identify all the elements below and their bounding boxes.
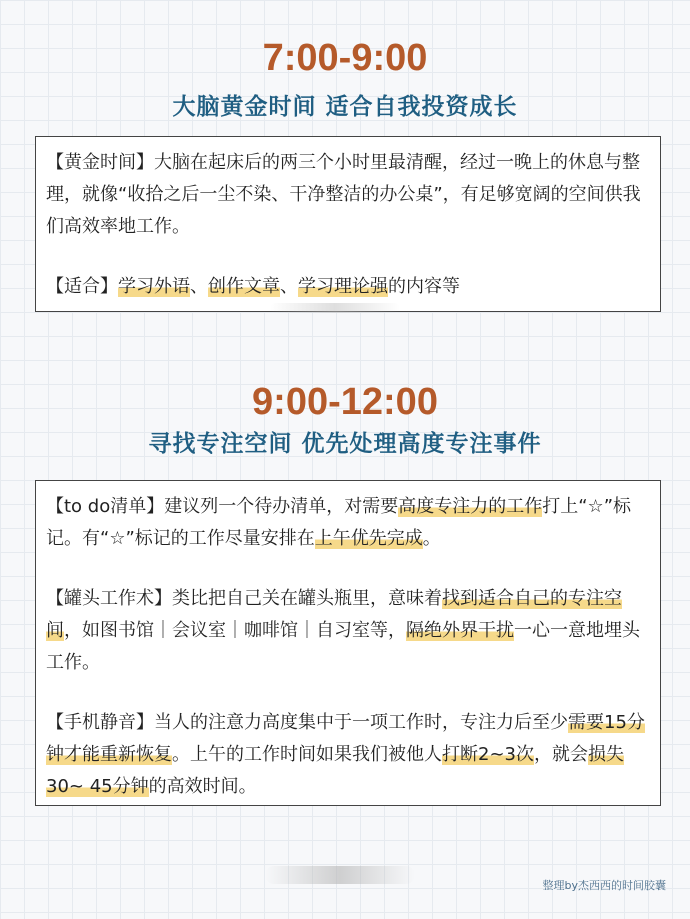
can-text-1: 【罐头工作术】类比把自己关在罐头瓶里，意味着 — [46, 588, 442, 609]
mute-text-4: 的高效时间。 — [148, 776, 257, 797]
blurred-watermark — [265, 866, 415, 884]
watermark-credit: 整理by杰西西的时间胶囊 — [542, 879, 666, 892]
can-text-3: 一心一意地埋头工作。 — [46, 620, 640, 673]
mute-text-3: ，就会 — [534, 744, 588, 765]
highlight-theory: 学习理论强 — [298, 276, 388, 297]
highlight-isolate: 隔绝外界干扰 — [406, 620, 514, 641]
highlight-morning-first: 上午优先完成 — [314, 528, 423, 549]
label-suitable: 【适合】 — [46, 276, 118, 297]
highlight-focus-work: 高度专注力的工作 — [398, 496, 543, 517]
mute-text-1: 【手机静音】当人的注意力高度集中于一项工作时，专注力后至少 — [46, 712, 568, 733]
highlight-foreign-language: 学习外语 — [118, 276, 190, 297]
highlight-focus-space: 找到适合自己的专注空间 — [46, 588, 622, 641]
todo-text-1: 【to do清单】建议列一个待办清单，对需要 — [46, 496, 399, 517]
todo-text-3: 。 — [422, 528, 441, 549]
can-text-2: ，如图书馆｜会议室｜咖啡馆｜自习室等， — [64, 620, 406, 641]
time-heading-1: 7:00-9:00 — [262, 37, 428, 79]
sep: 、 — [280, 276, 298, 297]
content-box-2 — [35, 480, 661, 806]
content-box-1 — [35, 136, 661, 312]
highlight-interrupt: 打断2~3次 — [442, 744, 534, 765]
subtitle-2: 寻找专注空间 优先处理高度专注事件 — [148, 431, 542, 457]
paragraph-suitable — [46, 271, 650, 303]
paragraph-golden-time — [46, 147, 650, 243]
paragraph-can — [46, 583, 650, 679]
suitable-tail: 的内容等 — [388, 276, 460, 297]
time-heading-2: 9:00-12:00 — [252, 381, 438, 423]
todo-text-2: 打上“☆”标记。有“☆”标记的工作尽量安排在 — [46, 496, 632, 549]
golden-time-text: 【黄金时间】大脑在起床后的两三个小时里最清醒，经过一晚上的休息与整理，就像“收拾之后一尘不染、干净整洁的办公桌”，有足够宽阔的空间供我们高效率地工作。 — [46, 152, 641, 237]
paragraph-todo — [46, 491, 650, 555]
highlight-lose-time: 损失30~ 45分钟 — [46, 744, 624, 797]
blurred-mark — [270, 303, 400, 313]
subtitle-1: 大脑黄金时间 适合自我投资成长 — [172, 94, 518, 120]
highlight-writing: 创作文章 — [208, 276, 280, 297]
highlight-15min: 需要15分钟才能重新恢复 — [46, 712, 645, 765]
mute-text-2: 。上午的工作时间如果我们被他人 — [172, 744, 442, 765]
paragraph-phone-mute — [46, 707, 650, 803]
sep: 、 — [190, 276, 208, 297]
